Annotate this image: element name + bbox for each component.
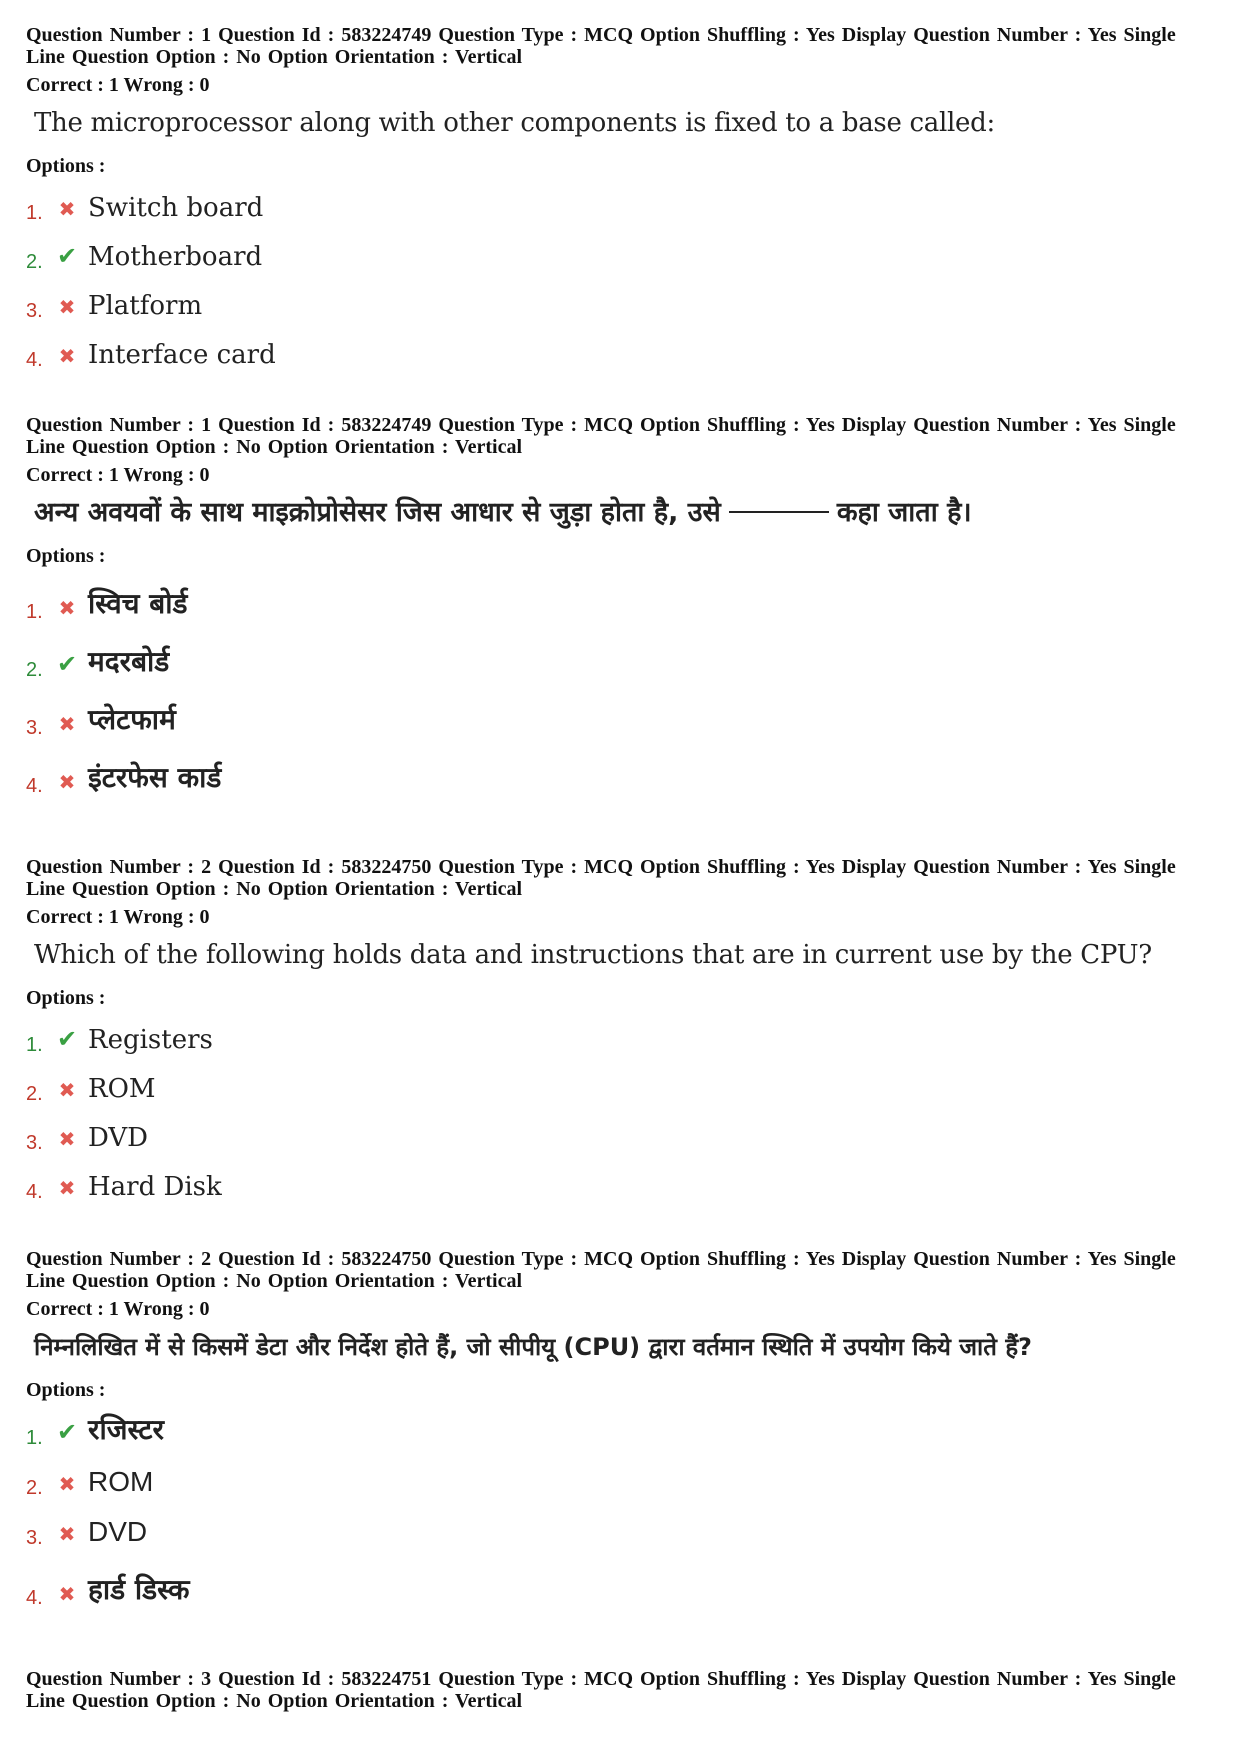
question-text-part-1: अन्य अवयवों के साथ माइक्रोप्रोसेसर जिस आधार से जुड़ा होता है, उसे	[34, 497, 721, 528]
meta-line-2: Line Question Option : No Option Orientation : Vertical	[26, 436, 523, 458]
option-number: 4.	[26, 1181, 43, 1203]
option-2	[26, 227, 1216, 276]
check-icon: ✔	[56, 1418, 78, 1446]
option-1	[26, 1402, 1216, 1452]
cross-icon: ✖	[58, 712, 76, 736]
option-text: हार्ड डिस्क	[88, 1573, 190, 1606]
question-block-1-english	[26, 24, 1216, 374]
option-text: प्लेटफार्म	[88, 703, 176, 736]
option-number: 2.	[26, 659, 43, 681]
meta-line-1: Question Number : 1 Question Id : 583224749 Question Type : MCQ Option Shuffling : Yes Display Question Number : Yes Single	[26, 414, 1176, 436]
cross-icon: ✖	[58, 1078, 76, 1102]
question-text: The microprocessor along with other components is fixed to a base called:	[34, 108, 995, 138]
meta-line-2: Line Question Option : No Option Orientation : Vertical	[26, 46, 523, 68]
correct-wrong: Correct : 1 Wrong : 0	[26, 464, 210, 486]
option-3	[26, 1502, 1216, 1552]
cross-icon: ✖	[58, 1127, 76, 1151]
options-label: Options :	[26, 155, 106, 177]
option-1	[26, 568, 1216, 626]
meta-line-2: Line Question Option : No Option Orientation : Vertical	[26, 878, 523, 900]
question-meta	[26, 856, 1216, 900]
option-text: Registers	[88, 1025, 213, 1055]
option-2	[26, 626, 1216, 684]
option-text: मदरबोर्ड	[88, 645, 170, 678]
option-number: 1.	[26, 202, 43, 224]
option-2	[26, 1452, 1216, 1502]
question-text: निम्नलिखित में से किसमें डेटा और निर्देश होते हैं, जो सीपीयू (CPU) द्वारा वर्तमान स्थिति में उपयोग किये जाते हैं?	[34, 1333, 1032, 1361]
correct-wrong: Correct : 1 Wrong : 0	[26, 906, 210, 928]
question-text-part-2: कहा जाता है।	[836, 497, 972, 528]
question-meta	[26, 24, 1216, 68]
option-text: Interface card	[88, 340, 276, 370]
option-number: 3.	[26, 1527, 43, 1549]
option-2	[26, 1059, 1216, 1108]
option-1	[26, 178, 1216, 227]
question-meta	[26, 414, 1216, 458]
option-number: 3.	[26, 300, 43, 322]
option-number: 4.	[26, 349, 43, 371]
options-label: Options :	[26, 1379, 106, 1401]
cross-icon: ✖	[58, 197, 76, 221]
correct-wrong: Correct : 1 Wrong : 0	[26, 1298, 210, 1320]
meta-line-1: Question Number : 2 Question Id : 583224750 Question Type : MCQ Option Shuffling : Yes Display Question Number : Yes Single	[26, 856, 1176, 878]
option-number: 4.	[26, 1587, 43, 1609]
cross-icon: ✖	[58, 1522, 76, 1546]
option-text: Platform	[88, 291, 203, 321]
cross-icon: ✖	[58, 295, 76, 319]
check-icon: ✔	[56, 242, 78, 270]
option-number: 2.	[26, 251, 43, 273]
option-text: रजिस्टर	[88, 1413, 164, 1446]
fill-blank	[729, 511, 829, 513]
option-number: 3.	[26, 717, 43, 739]
question-block-2-english	[26, 856, 1216, 1206]
question-meta	[26, 1248, 1216, 1292]
question-text	[34, 494, 1216, 532]
correct-wrong: Correct : 1 Wrong : 0	[26, 74, 210, 96]
question-block-1-hindi	[26, 414, 1216, 800]
cross-icon: ✖	[58, 344, 76, 368]
option-3	[26, 1108, 1216, 1157]
option-4	[26, 1552, 1216, 1612]
option-1	[26, 1010, 1216, 1059]
cross-icon: ✖	[58, 770, 76, 794]
option-number: 1.	[26, 1427, 43, 1449]
option-number: 2.	[26, 1083, 43, 1105]
option-number: 4.	[26, 775, 43, 797]
meta-line-1: Question Number : 2 Question Id : 583224750 Question Type : MCQ Option Shuffling : Yes Display Question Number : Yes Single	[26, 1248, 1176, 1270]
option-text: Hard Disk	[88, 1172, 222, 1202]
meta-line-2: Line Question Option : No Option Orientation : Vertical	[26, 1270, 523, 1292]
option-number: 3.	[26, 1132, 43, 1154]
meta-line-1: Question Number : 1 Question Id : 583224749 Question Type : MCQ Option Shuffling : Yes Display Question Number : Yes Single	[26, 24, 1176, 46]
cross-icon: ✖	[58, 1176, 76, 1200]
option-text: Switch board	[88, 193, 264, 223]
options-label: Options :	[26, 545, 106, 567]
cross-icon: ✖	[58, 596, 76, 620]
option-text: ROM	[88, 1074, 156, 1104]
check-icon: ✔	[56, 1025, 78, 1053]
option-4	[26, 742, 1216, 800]
question-meta	[26, 1668, 1216, 1712]
option-3	[26, 276, 1216, 325]
option-text: स्विच बोर्ड	[88, 587, 188, 620]
option-4	[26, 1157, 1216, 1206]
options-label: Options :	[26, 987, 106, 1009]
meta-line-2: Line Question Option : No Option Orientation : Vertical	[26, 1690, 523, 1712]
option-4	[26, 325, 1216, 374]
option-number: 2.	[26, 1477, 43, 1499]
option-number: 1.	[26, 1034, 43, 1056]
option-text: इंटरफेस कार्ड	[88, 761, 222, 794]
meta-line-1: Question Number : 3 Question Id : 583224751 Question Type : MCQ Option Shuffling : Yes Display Question Number : Yes Single	[26, 1668, 1176, 1690]
question-block-3-header	[26, 1668, 1216, 1712]
check-icon: ✔	[56, 650, 78, 678]
option-number: 1.	[26, 601, 43, 623]
option-text: Motherboard	[88, 242, 263, 272]
question-block-2-hindi	[26, 1248, 1216, 1612]
option-text: ROM	[88, 1466, 154, 1497]
option-text: DVD	[88, 1516, 148, 1547]
option-text: DVD	[88, 1123, 149, 1153]
cross-icon: ✖	[58, 1582, 76, 1606]
question-text: Which of the following holds data and instructions that are in current use by the CPU?	[34, 940, 1152, 970]
option-3	[26, 684, 1216, 742]
cross-icon: ✖	[58, 1472, 76, 1496]
